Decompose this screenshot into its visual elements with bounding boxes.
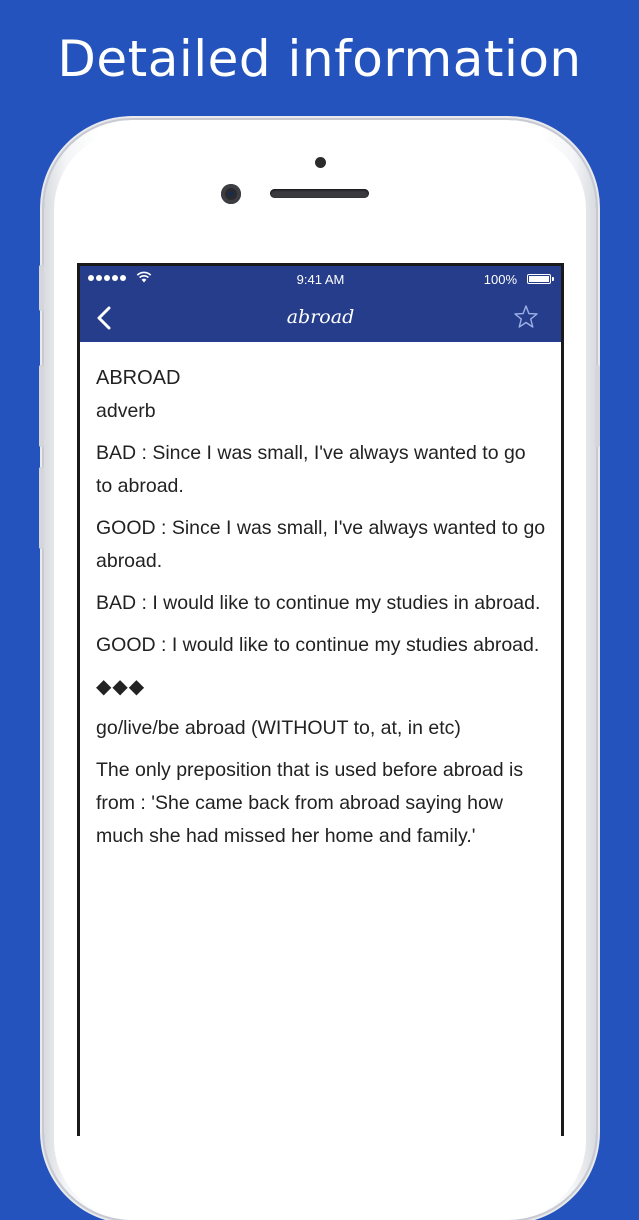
status-time: 9:41 AM	[296, 272, 345, 287]
navigation-bar	[80, 266, 561, 342]
example-bad-2: BAD : I would like to continue my studies in abroad.	[96, 592, 541, 614]
status-bar	[80, 266, 561, 292]
proximity-sensor	[315, 157, 326, 168]
volume-up-button	[39, 365, 44, 447]
part-of-speech: adverb	[96, 400, 156, 422]
mute-switch	[39, 265, 44, 311]
star-outline-icon[interactable]	[513, 304, 539, 330]
battery-icon	[527, 274, 551, 284]
nav-title: abroad	[286, 306, 355, 328]
earpiece-speaker	[270, 189, 369, 198]
example-good-1: GOOD : Since I was small, I've always wanted to go abroad.	[96, 517, 546, 572]
phone-screen	[77, 263, 564, 1136]
section-separator: ◆◆◆	[96, 676, 146, 698]
entry-word: ABROAD	[96, 367, 181, 389]
promo-headline: Detailed information	[57, 30, 582, 88]
example-good-2: GOOD : I would like to continue my studies abroad.	[96, 634, 540, 656]
battery-percentage: 100%	[483, 272, 517, 287]
power-button	[595, 365, 600, 447]
entry-content	[96, 362, 547, 862]
front-camera-icon	[221, 184, 241, 204]
example-bad-1: BAD : Since I was small, I've always wanted to go to abroad.	[96, 442, 526, 497]
volume-down-button	[39, 467, 44, 549]
preposition-note: The only preposition that is used before abroad is from : 'She came back from abroad saying how much she had missed her home and family.'	[96, 759, 524, 847]
usage-note: go/live/be abroad (WITHOUT to, at, in etc)	[96, 717, 461, 739]
